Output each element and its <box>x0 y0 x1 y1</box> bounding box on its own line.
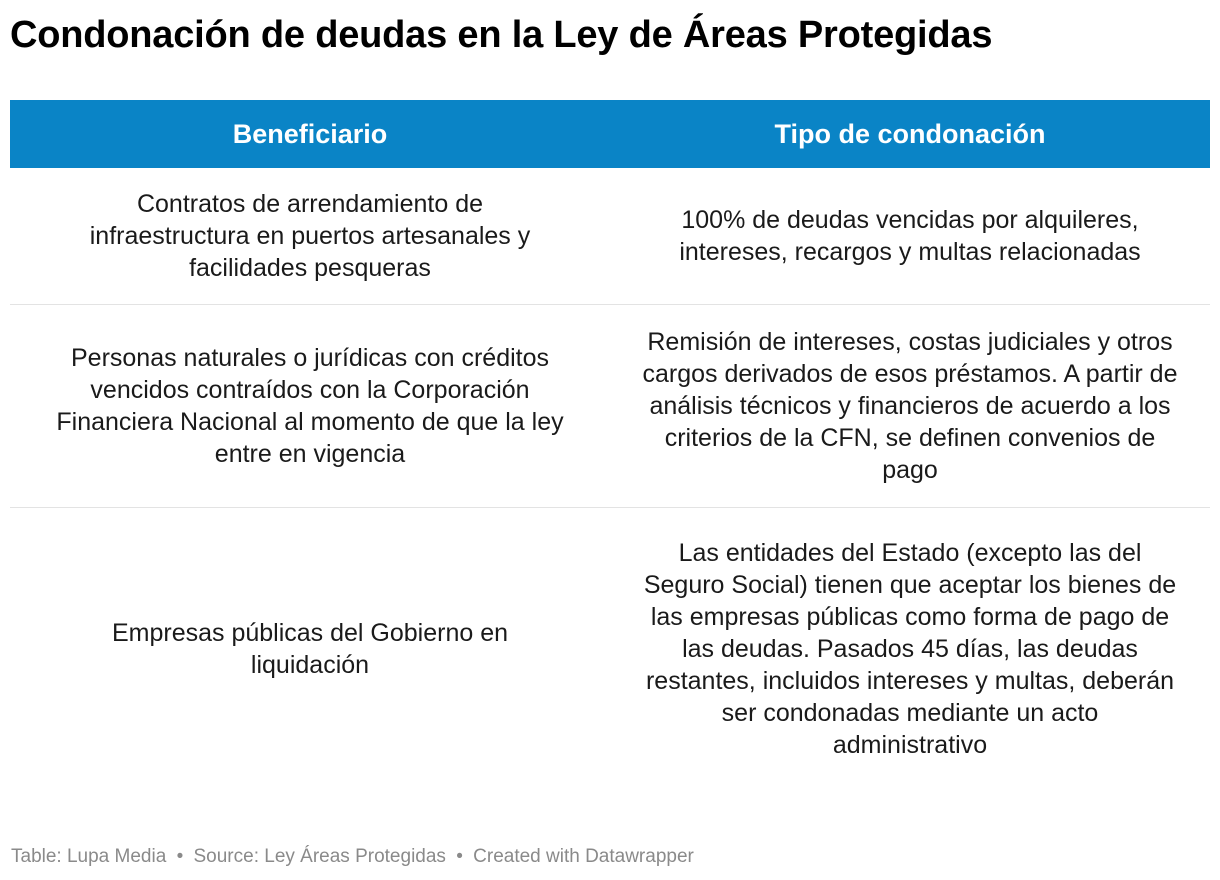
cell-text: Personas naturales o jurídicas con créditos vencidos contraídos con la Corporación Financiera Nacional al momento de que la ley entre en vigencia <box>56 344 564 468</box>
cell-beneficiario <box>10 508 610 790</box>
table-header <box>10 100 1210 168</box>
table-body <box>10 168 1210 790</box>
table-row <box>10 305 1210 508</box>
cell-text: 100% de deudas vencidas por alquileres, intereses, recargos y multas relacionadas <box>679 206 1141 266</box>
column-header-tipo: Tipo de condonación <box>774 118 1046 149</box>
cell-text: Empresas públicas del Gobierno en liquidación <box>111 619 509 679</box>
table-row <box>10 508 1210 790</box>
page-title: Condonación de deudas en la Ley de Áreas Protegidas <box>10 14 993 56</box>
footer-credits <box>11 845 694 869</box>
cell-beneficiario <box>10 305 610 507</box>
cell-text: Remisión de intereses, costas judiciales y otros cargos derivados de esos préstamos. A partir de análisis técnicos y financieros de acuerdo a los criterios de la CFN, se definen convenios de pago <box>642 328 1178 484</box>
cell-beneficiario <box>10 168 610 304</box>
source-credit: Source: Ley Áreas Protegidas <box>193 846 446 867</box>
separator: • <box>176 846 184 867</box>
datawrapper-credit: Created with Datawrapper <box>473 846 694 867</box>
cell-tipo <box>610 305 1210 507</box>
cell-tipo <box>610 168 1210 304</box>
column-header-beneficiario: Beneficiario <box>232 118 388 149</box>
cell-text: Las entidades del Estado (excepto las del Seguro Social) tienen que aceptar los bienes de las empresas públicas como forma de pago de las deudas. Pasados 45 días, las deudas restantes, incluidos intereses y multas, deberán ser condonadas mediante un acto administrativo <box>643 539 1177 759</box>
debt-forgiveness-table <box>10 100 1210 790</box>
cell-tipo <box>610 508 1210 790</box>
table-credit: Table: Lupa Media <box>11 846 167 867</box>
separator: • <box>456 846 463 867</box>
cell-text: Contratos de arrendamiento de infraestructura en puertos artesanales y facilidades pesqueras <box>89 190 531 282</box>
table-row <box>10 168 1210 305</box>
